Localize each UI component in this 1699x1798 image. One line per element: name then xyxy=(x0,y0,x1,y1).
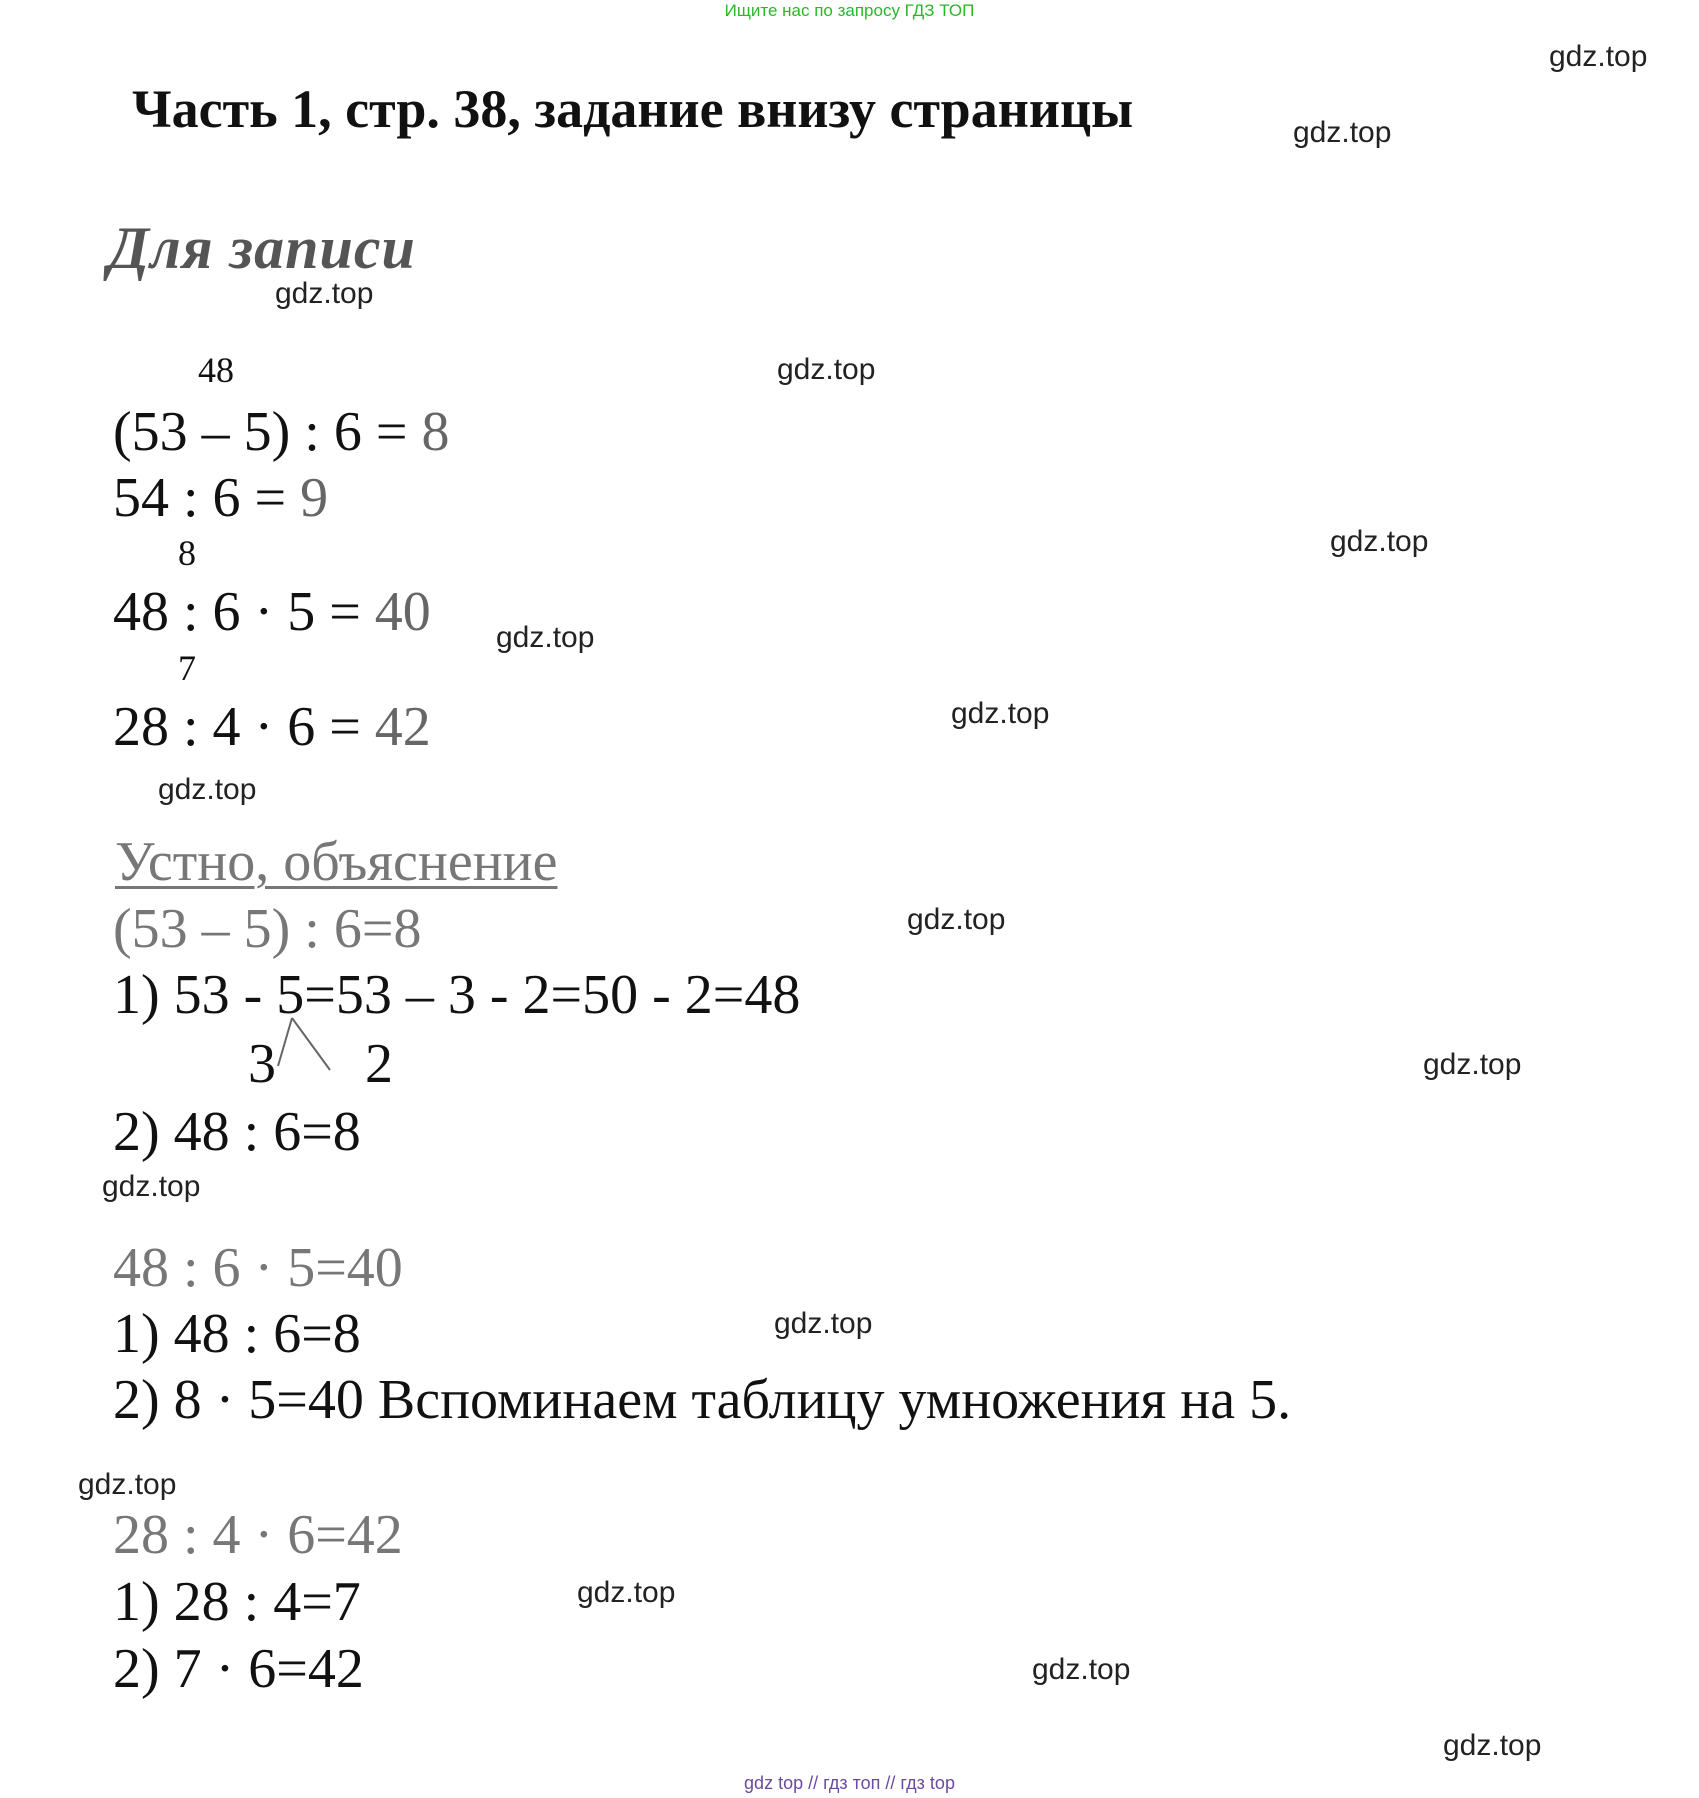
explanation-1-step-1: 1) 53 - 5=53 – 3 - 2=50 - 2=48 xyxy=(113,964,801,1026)
watermark: gdz.top xyxy=(1423,1048,1522,1081)
equation-answer: 8 xyxy=(421,401,450,463)
watermark: gdz.top xyxy=(1293,116,1392,149)
watermark: gdz.top xyxy=(951,697,1050,730)
hint-number: 8 xyxy=(178,533,196,573)
explanation-heading: Устно, объяснение xyxy=(115,831,558,893)
watermark: gdz.top xyxy=(158,773,257,806)
split-number-left: 3 xyxy=(248,1033,276,1095)
top-banner: Ищите нас по запросу ГДЗ ТОП xyxy=(724,1,975,20)
split-number-right: 2 xyxy=(365,1033,393,1095)
split-line-right xyxy=(292,1018,330,1070)
equation-4 xyxy=(113,696,431,758)
watermark: gdz.top xyxy=(102,1170,201,1203)
watermark: gdz.top xyxy=(1032,1653,1131,1686)
watermark: gdz.top xyxy=(275,277,374,310)
watermark: gdz.top xyxy=(577,1576,676,1609)
explanation-2-expression: 48 : 6 · 5=40 xyxy=(113,1237,403,1299)
equation-3 xyxy=(113,581,431,643)
equation-expression: 28 : 4 · 6 = xyxy=(113,696,375,758)
equation-answer: 42 xyxy=(374,696,431,758)
section-subtitle: Для записи xyxy=(108,215,416,281)
watermark: gdz.top xyxy=(774,1307,873,1340)
hint-number: 7 xyxy=(178,648,196,688)
explanation-2-step-2: 2) 8 · 5=40 Вспоминаем таблицу умножения на 5. xyxy=(113,1369,1292,1431)
split-lines xyxy=(270,1014,340,1074)
explanation-3-step-2: 2) 7 · 6=42 xyxy=(113,1638,364,1700)
watermark: gdz.top xyxy=(777,353,876,386)
watermark: gdz.top xyxy=(1330,525,1429,558)
equation-expression: 54 : 6 = xyxy=(113,467,301,529)
explanation-1-step-2: 2) 48 : 6=8 xyxy=(113,1101,361,1163)
explanation-1-expression: (53 – 5) : 6=8 xyxy=(113,898,422,960)
watermark: gdz.top xyxy=(907,903,1006,936)
equation-expression: 48 : 6 · 5 = xyxy=(113,581,375,643)
footer: gdz top // гдз топ // гдз top xyxy=(744,1773,955,1793)
hint-number: 48 xyxy=(198,350,234,390)
equation-1 xyxy=(113,401,450,463)
equation-expression: (53 – 5) : 6 = xyxy=(113,401,422,463)
split-line-left xyxy=(278,1018,292,1066)
equation-answer: 9 xyxy=(300,467,329,529)
explanation-3-expression: 28 : 4 · 6=42 xyxy=(113,1504,403,1566)
watermark: gdz.top xyxy=(78,1468,177,1501)
equation-answer: 40 xyxy=(374,581,431,643)
explanation-2-step-1: 1) 48 : 6=8 xyxy=(113,1303,361,1365)
watermark: gdz.top xyxy=(1549,40,1648,73)
explanation-3-step-1: 1) 28 : 4=7 xyxy=(113,1571,361,1633)
page-title: Часть 1, стр. 38, задание внизу страницы xyxy=(132,79,1134,139)
watermark: gdz.top xyxy=(496,621,595,654)
watermark: gdz.top xyxy=(1443,1729,1542,1762)
equation-2 xyxy=(113,467,329,529)
